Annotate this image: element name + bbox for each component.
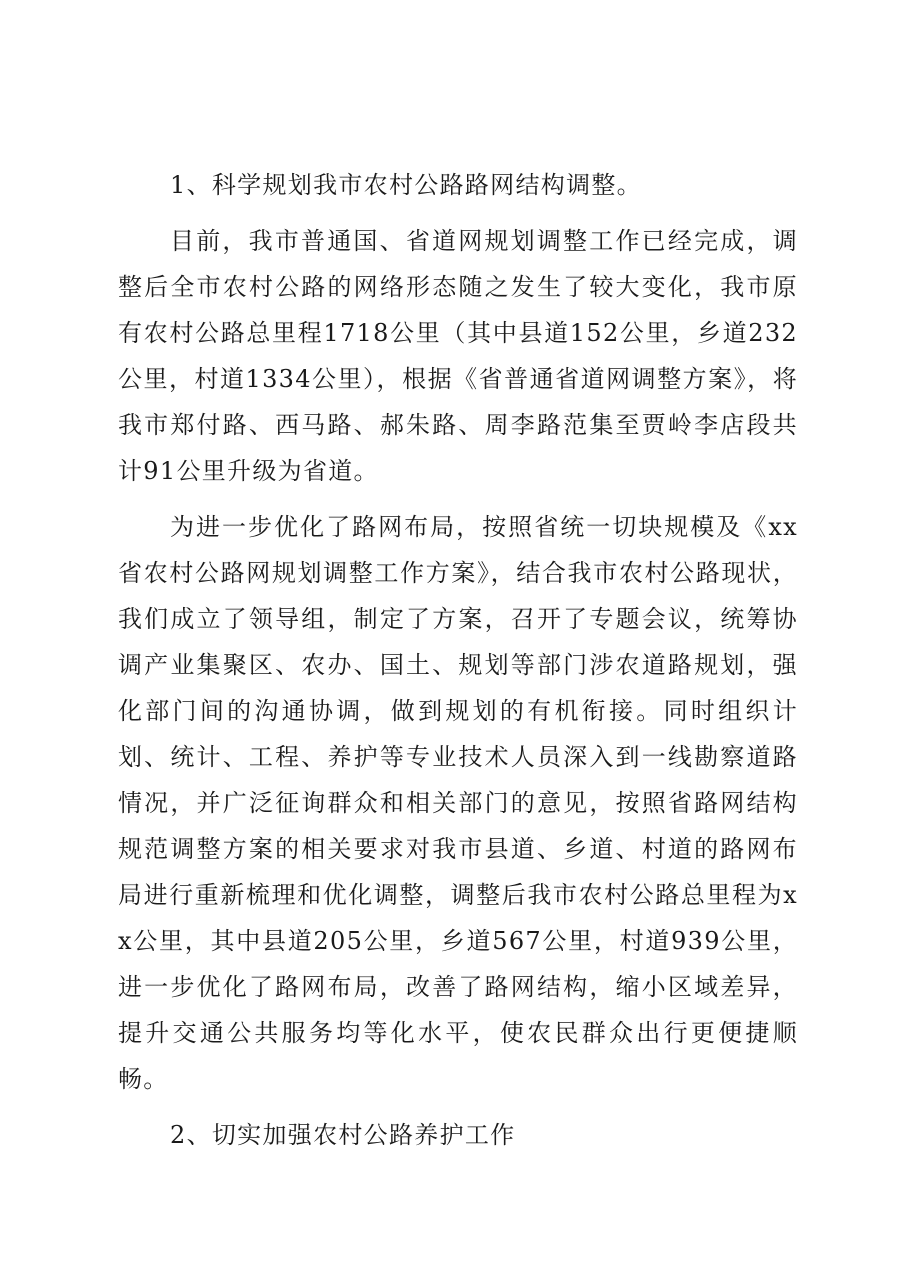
section-heading-1: 1、科学规划我市农村公路路网结构调整。	[170, 171, 642, 199]
paragraph-1: 目前，我市普通国、省道网规划调整工作已经完成，调整后全市农村公路的网络形态随之发生了较大变化，我市原有农村公路总里程1718公里（其中县道152公里，乡道232公里，村道1334公里），根据《省普通省道网调整方案》，将我市郑付路、西马路、郝朱路、周李路范集至贾岭李店段共计91公里升级为省道。	[118, 227, 798, 485]
document-body	[118, 162, 798, 1158]
paragraph-2: 为进一步优化了路网布局，按照省统一切块规模及《xx省农村公路网规划调整工作方案》，结合我市农村公路现状，我们成立了领导组，制定了方案，召开了专题会议，统筹协调产业集聚区、农办、国土、规划等部门涉农道路规划，强化部门间的沟通协调，做到规划的有机衔接。同时组织计划、统计、工程、养护等专业技术人员深入到一线勘察道路情况，并广泛征询群众和相关部门的意见，按照省路网结构规范调整方案的相关要求对我市县道、乡道、村道的路网布局进行重新梳理和优化调整，调整后我市农村公路总里程为xx公里，其中县道205公里，乡道567公里，村道939公里，进一步优化了路网布局，改善了路网结构，缩小区域差异，提升交通公共服务均等化水平，使农民群众出行更便捷顺畅。	[118, 513, 798, 1093]
section-heading-2: 2、切实加强农村公路养护工作	[170, 1121, 516, 1149]
